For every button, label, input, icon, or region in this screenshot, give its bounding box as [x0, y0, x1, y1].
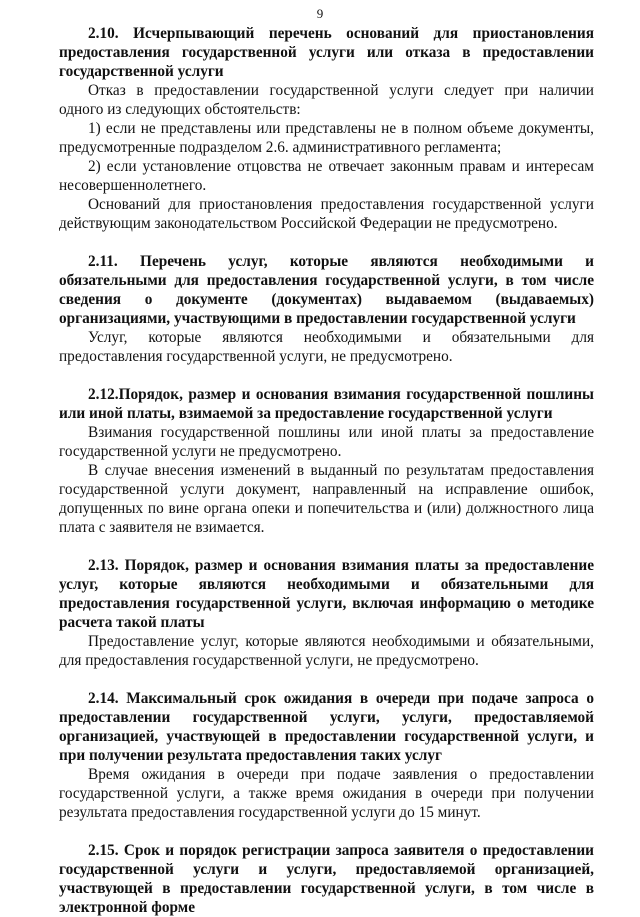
section-2-11	[59, 252, 594, 366]
paragraph: В случае внесения изменений в выданный по результатам предоставления государственной услуги документ, направленный на исправление ошибок, допущенных по вине органа опеки и попечительства и (или) должностного лица плата с заявителя не взимается.	[59, 462, 594, 536]
paragraph: Время ожидания в очереди при подаче заявления о предоставлении государственной услуги, а также время ожидания в очереди при получении результата предоставления государственной услуги до 15 минут.	[59, 766, 594, 821]
page-number: 9	[316, 6, 324, 21]
paragraph: Оснований для приостановления предоставления государственной услуги действующим законодательством Российской Федерации не предусмотрено.	[59, 196, 594, 232]
section-heading: 2.14. Максимальный срок ожидания в очереди при подаче запроса о предоставлении государственной услуги, услуги, предоставляемой организацией, участвующей в предоставлении государственной услуги, и при получении результата предоставления таких услуг	[59, 690, 594, 764]
paragraph: Услуг, которые являются необходимыми и обязательными для предоставления государственной услуги, не предусмотрено.	[59, 329, 594, 365]
paragraph: Отказ в предоставлении государственной услуги следует при наличии одного из следующих обстоятельств:	[59, 82, 594, 118]
section-heading: 2.13. Порядок, размер и основания взимания платы за предоставление услуг, которые являются необходимыми и обязательными для предоставления государственной услуги, включая информацию о методике расчета такой платы	[59, 557, 594, 631]
paragraph: Взимания государственной пошлины или иной платы за предоставление государственной услуги не предусмотрено.	[59, 424, 594, 460]
section-2-10	[59, 24, 594, 233]
section-2-15	[59, 841, 594, 917]
page-content	[59, 24, 594, 917]
paragraph: 1) если не представлены или представлены не в полном объеме документы, предусмотренные подразделом 2.6. административного регламента;	[59, 120, 594, 156]
section-heading: 2.12.Порядок, размер и основания взимания государственной пошлины или иной платы, взимаемой за предоставление государственной услуги	[59, 386, 594, 422]
section-2-12	[59, 385, 594, 537]
section-2-14	[59, 689, 594, 822]
section-heading: 2.11. Перечень услуг, которые являются необходимыми и обязательными для предоставления государственной услуги, в том числе сведения о документе (документах) выдаваемом (выдаваемых) организациями, участвующими в предоставлении государственной услуги	[59, 253, 594, 327]
section-2-13	[59, 556, 594, 670]
section-heading: 2.10. Исчерпывающий перечень оснований для приостановления предоставления государственной услуги или отказа в предоставлении государственной услуги	[59, 25, 594, 80]
section-heading: 2.15. Срок и порядок регистрации запроса заявителя о предоставлении государственной услуги и услуги, предоставляемой организацией, участвующей в предоставлении государственной услуги, в том числе в электронной форме	[59, 842, 594, 916]
paragraph: 2) если установление отцовства не отвечает законным правам и интересам несовершеннолетнего.	[59, 158, 594, 194]
paragraph: Предоставление услуг, которые являются необходимыми и обязательными, для предоставления государственной услуги, не предусмотрено.	[59, 633, 594, 669]
